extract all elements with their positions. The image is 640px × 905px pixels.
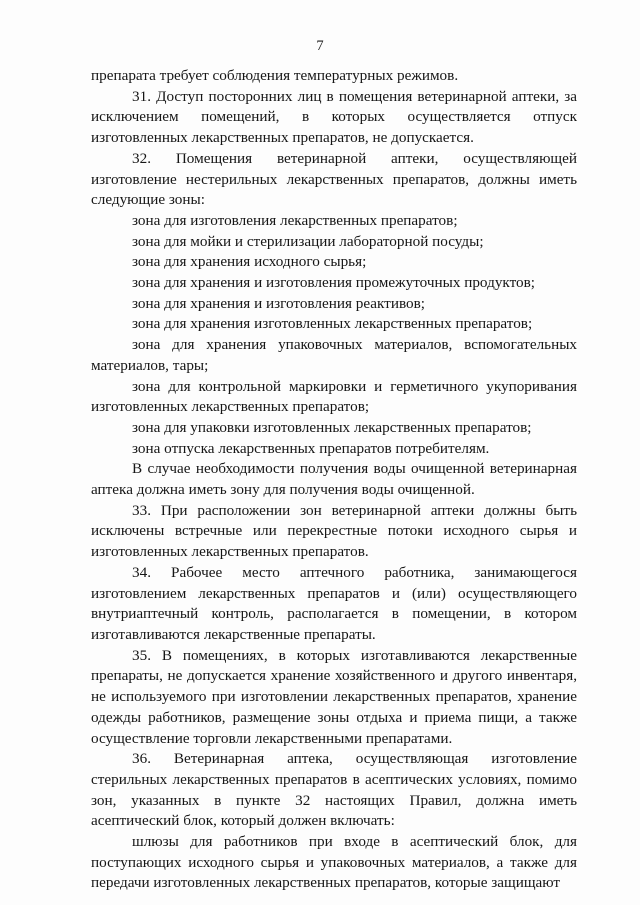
zone-list-item: зона отпуска лекарственных препаратов потребителям. bbox=[132, 439, 490, 457]
zone-list-item: зона для хранения исходного сырья; bbox=[132, 253, 367, 271]
zone-list-item: зона для упаковки изготовленных лекарственных препаратов; bbox=[132, 418, 532, 436]
paragraph-airlocks: шлюзы для работников при входе в асептический блок, для поступающих исходного сырья и упаковочных материалов, а также для передачи изготовленных лекарственных препаратов, которые защищают bbox=[91, 833, 577, 892]
zone-list-item: зона для хранения упаковочных материалов, вспомогательных материалов, тары; bbox=[91, 336, 577, 374]
zone-list-item: зона для контрольной маркировки и герметичного укупоривания изготовленных лекарственных препаратов; bbox=[91, 377, 577, 416]
zone-list-item: зона для хранения и изготовления реактивов; bbox=[132, 294, 426, 312]
paragraph-33: 33. При расположении зон ветеринарной аптеки должны быть исключены встречные или перекрестные потоки исходного сырья и изготовленных лекарственных препаратов. bbox=[91, 501, 577, 561]
zone-list-item: зона для мойки и стерилизации лабораторной посуды; bbox=[132, 232, 484, 250]
paragraph-purified-water: В случае необходимости получения воды очищенной ветеринарная аптека должна иметь зону для получения воды очищенной. bbox=[91, 460, 577, 499]
paragraph-35: 35. В помещениях, в которых изготавливаются лекарственные препараты, не допускается хранение хозяйственного и другого инвентаря, не используемого при изготовлении лекарственных препаратов, хранение одежды работников, размещение зоны отдыха и приема пищи, а также осуществление торговли лекарственными препаратами. bbox=[91, 646, 577, 747]
paragraph-continuation: препарата требует соблюдения температурных режимов. bbox=[91, 67, 459, 84]
zone-list-item: зона для хранения изготовленных лекарственных препаратов; bbox=[132, 315, 533, 333]
document-body bbox=[91, 66, 577, 894]
paragraph-31: 31. Доступ посторонних лиц в помещения ветеринарной аптеки, за исключением помещений, в которых осуществляется отпуск изготовленных лекарственных препаратов, не допускается. bbox=[91, 87, 577, 147]
page-number: 7 bbox=[316, 38, 324, 54]
paragraph-34: 34. Рабочее место аптечного работника, занимающегося изготовлением лекарственных препаратов и (или) осуществляющего внутриаптечный контроль, располагается в помещении, в котором изготавливаются лекарственные препараты. bbox=[91, 563, 577, 643]
paragraph-32: 32. Помещения ветеринарной аптеки, осуществляющей изготовление нестерильных лекарственных препаратов, должны иметь следующие зоны: bbox=[91, 149, 577, 209]
paragraph-36: 36. Ветеринарная аптека, осуществляющая изготовление стерильных лекарственных препаратов в асептических условиях, помимо зон, указанных в пункте 32 настоящих Правил, должна иметь асептический блок, который должен включать: bbox=[91, 750, 577, 830]
zone-list-item: зона для хранения и изготовления промежуточных продуктов; bbox=[132, 274, 536, 292]
zone-list-item: зона для изготовления лекарственных препаратов; bbox=[132, 211, 458, 229]
